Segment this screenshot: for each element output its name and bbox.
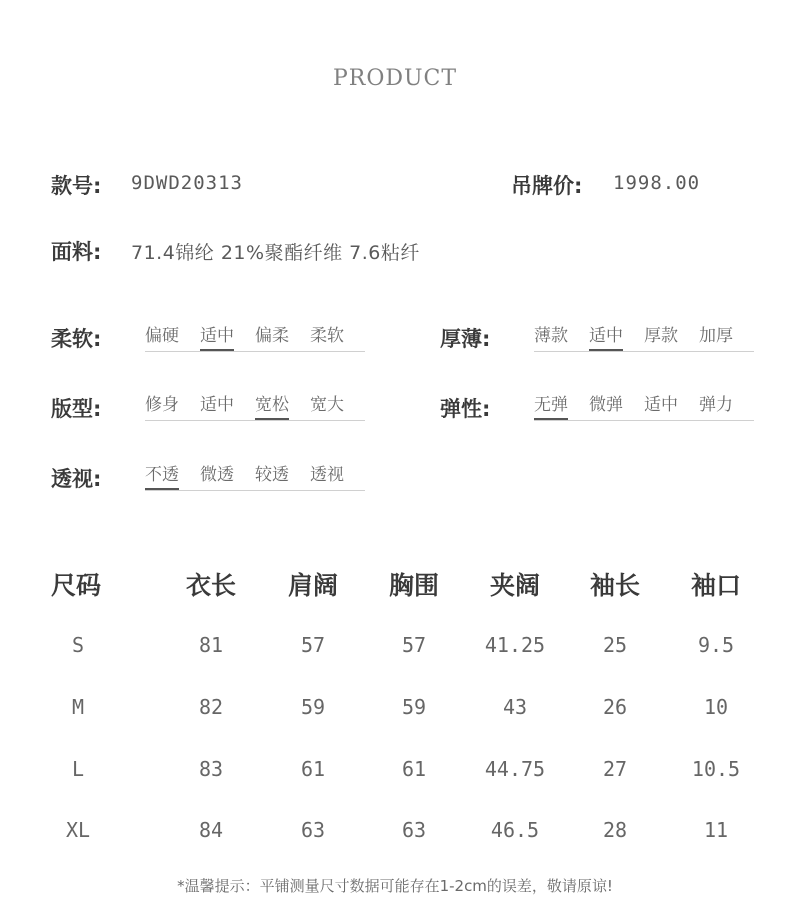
attribute-scale: [534, 325, 754, 352]
table-header: 胸围: [388, 571, 439, 600]
scale-option: 修身: [145, 395, 179, 415]
scale-option-selected: 适中: [589, 326, 623, 346]
attribute-label: 厚薄:: [440, 327, 491, 351]
scale-option: 弹力: [699, 395, 733, 415]
table-cell: 41.25: [484, 633, 546, 657]
scale-option-selected: 无弹: [534, 395, 568, 415]
scale-option: 微透: [200, 465, 234, 485]
scale-option: 较透: [255, 465, 289, 485]
table-cell: 46.5: [490, 818, 540, 842]
table-cell: 61: [401, 757, 427, 781]
page-title: PRODUCT: [332, 66, 458, 91]
size-label-cell: M: [71, 695, 85, 719]
scale-option: 适中: [644, 395, 678, 415]
attribute-label: 柔软:: [51, 327, 102, 351]
attribute-label: 弹性:: [440, 397, 491, 421]
scale-option: 微弹: [589, 395, 623, 415]
table-cell: 43: [502, 695, 528, 719]
table-cell: 61: [300, 757, 326, 781]
table-cell: 10: [703, 695, 729, 719]
table-header: 肩阔: [287, 571, 338, 600]
table-cell: 26: [602, 695, 628, 719]
scale-option: 偏柔: [255, 326, 289, 346]
size-label-cell: XL: [65, 818, 91, 842]
table-cell: 10.5: [691, 757, 741, 781]
table-cell: 83: [198, 757, 224, 781]
table-cell: 81: [198, 633, 224, 657]
attribute-label: 版型:: [51, 397, 102, 421]
tag-price-value: 1998.00: [613, 172, 701, 194]
scale-option: 透视: [310, 465, 344, 485]
scale-option: 薄款: [534, 326, 568, 346]
attribute-scale: [145, 394, 365, 421]
table-cell: 63: [300, 818, 326, 842]
style-number-value: 9DWD20313: [131, 172, 243, 194]
table-cell: 59: [401, 695, 427, 719]
size-label-cell: L: [71, 757, 85, 781]
table-header: 袖长: [589, 571, 640, 600]
table-cell: 57: [300, 633, 326, 657]
scale-option: 柔软: [310, 326, 344, 346]
attribute-scale: [145, 325, 365, 352]
table-cell: 44.75: [484, 757, 546, 781]
scale-option-selected: 不透: [145, 465, 179, 485]
table-cell: 9.5: [697, 633, 735, 657]
scale-option-selected: 适中: [200, 326, 234, 346]
table-cell: 27: [602, 757, 628, 781]
table-cell: 11: [703, 818, 729, 842]
scale-option: 宽大: [310, 395, 344, 415]
attribute-label: 透视:: [51, 467, 102, 491]
table-header: 尺码: [51, 571, 102, 600]
table-header: 袖口: [690, 571, 741, 600]
fabric-value: 71.4锦纶 21%聚酯纤维 7.6粘纤: [131, 242, 420, 264]
tag-price-label: 吊牌价:: [511, 174, 583, 198]
table-header: 夹阔: [489, 571, 540, 600]
table-cell: 84: [198, 818, 224, 842]
attribute-scale: [534, 394, 754, 421]
table-cell: 57: [401, 633, 427, 657]
table-cell: 28: [602, 818, 628, 842]
measurement-note: *温馨提示：平铺测量尺寸数据可能存在1-2cm的误差，敬请原谅!: [177, 877, 613, 895]
scale-option: 偏硬: [145, 326, 179, 346]
scale-option: 加厚: [699, 326, 733, 346]
table-cell: 25: [602, 633, 628, 657]
fabric-label: 面料:: [51, 240, 102, 264]
attribute-scale: [145, 464, 365, 491]
scale-option-selected: 宽松: [255, 395, 289, 415]
scale-option: 适中: [200, 395, 234, 415]
size-label-cell: S: [71, 633, 85, 657]
table-cell: 82: [198, 695, 224, 719]
table-cell: 63: [401, 818, 427, 842]
table-cell: 59: [300, 695, 326, 719]
style-number-label: 款号:: [51, 174, 102, 198]
table-header: 衣长: [185, 571, 236, 600]
scale-option: 厚款: [644, 326, 678, 346]
